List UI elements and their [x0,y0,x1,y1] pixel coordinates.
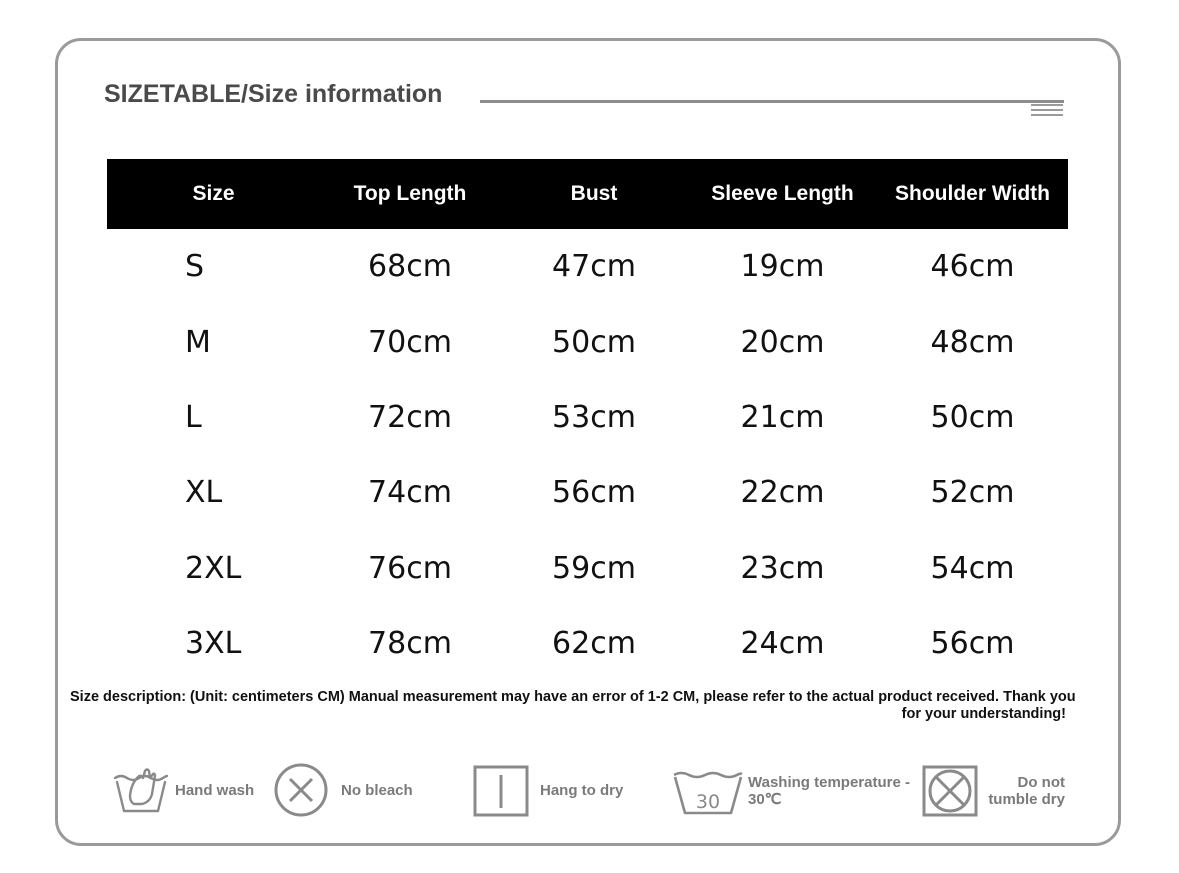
size-cell: 3XL [185,626,242,662]
size-cell: S [185,249,205,285]
do-not-tumble-dry-icon [922,765,978,817]
hang-dry-label: Hang to dry [540,782,624,799]
divider-mark [1031,109,1063,111]
shoulder-width-cell: 52cm [930,475,1015,511]
wash-temperature-icon [671,771,745,817]
wash-temperature-label [748,774,910,808]
bust-cell: 56cm [552,475,636,511]
shoulder-width-cell: 54cm [930,550,1015,586]
hand-wash-label: Hand wash [175,782,255,799]
header-top-length: Top Length [320,159,500,229]
wash-temperature-line1: Washing temperature - [748,774,910,791]
header-sleeve-length: Sleeve Length [688,159,877,229]
sleeve-length-cell: 19cm [740,249,825,285]
size-cell: XL [185,475,223,511]
shoulder-width-cell: 50cm [930,399,1015,435]
sleeve-length-cell: 20cm [740,324,825,360]
divider-mark [1031,114,1063,116]
sleeve-length-cell: 21cm [740,399,825,435]
top-length-cell: 68cm [368,249,452,285]
bust-cell: 59cm [552,550,636,586]
table-row [107,380,1068,455]
table-row [107,531,1068,606]
table-row [107,304,1068,379]
hang-dry-icon [473,765,529,817]
top-length-cell: 74cm [368,475,452,511]
sleeve-length-cell: 24cm [740,626,825,662]
tumble-line1: Do not [1017,774,1065,791]
hand-wash-icon [112,766,170,816]
wash-temperature-number: 30 [695,791,721,813]
top-length-cell: 78cm [368,626,452,662]
do-not-tumble-dry-label [985,774,1065,808]
sleeve-length-cell: 22cm [740,475,825,511]
title-divider [480,100,1064,103]
bust-cell: 53cm [552,399,636,435]
top-length-cell: 72cm [368,399,452,435]
header-size: Size [107,159,320,229]
no-bleach-label: No bleach [341,782,413,799]
shoulder-width-cell: 48cm [930,324,1015,360]
sleeve-length-cell: 23cm [740,550,825,586]
table-header-row [107,159,1068,229]
divider-mark [1031,104,1063,106]
table-row [107,455,1068,530]
bust-cell: 47cm [552,249,636,285]
no-bleach-icon [273,762,329,818]
table-row [107,229,1068,304]
shoulder-width-cell: 46cm [930,249,1015,285]
size-description-line2: for your understanding! [901,706,1066,722]
top-length-cell: 76cm [368,550,452,586]
page-title: SIZETABLE/Size information [104,80,443,108]
tumble-line2: tumble dry [988,791,1065,808]
shoulder-width-cell: 56cm [930,626,1015,662]
size-description-line1: Size description: (Unit: centimeters CM) Manual measurement may have an error of 1-2 CM, please refer to the actual product received. Thank you [70,689,1076,705]
size-cell: 2XL [185,550,242,586]
top-length-cell: 70cm [368,324,452,360]
table-row [107,606,1068,681]
size-description [70,689,1076,723]
bust-cell: 50cm [552,324,636,360]
size-cell: L [185,399,202,435]
size-table [107,159,1068,681]
size-cell: M [185,324,211,360]
header-shoulder-width: Shoulder Width [877,159,1068,229]
wash-temperature-line2: 30℃ [748,791,782,808]
header-bust: Bust [500,159,688,229]
bust-cell: 62cm [552,626,636,662]
